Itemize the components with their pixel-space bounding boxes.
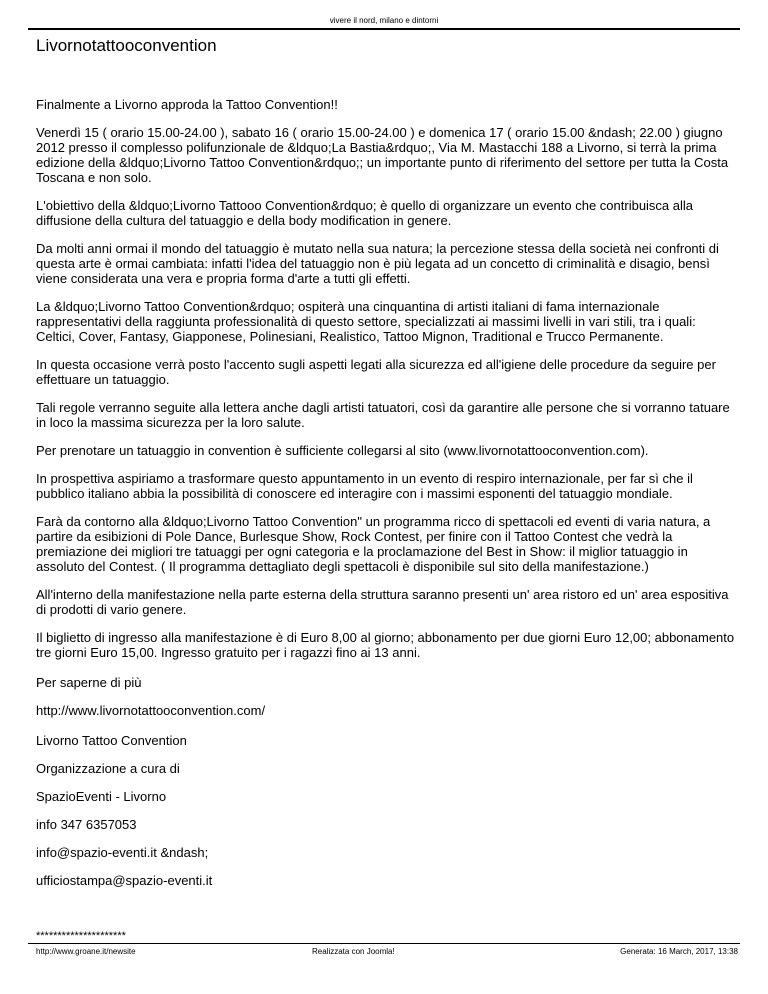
article-title: Livornotattooconvention xyxy=(36,36,217,55)
header-divider xyxy=(28,28,740,30)
paragraph-vision: In prospettiva aspiriamo a trasformare questo appuntamento in un evento di respiro internazionale, per far sì che il pubblico italiano abbia la possibilità di conoscere ed interagire con i massimi esponenti del tatuaggio mondiale. xyxy=(36,471,693,501)
contact-email-info[interactable]: info@spazio-eventi.it &ndash; xyxy=(36,845,209,860)
contact-organizer: SpazioEventi - Livorno xyxy=(36,789,167,804)
paragraph-intro: Finalmente a Livorno approda la Tattoo Convention!! xyxy=(36,97,338,112)
contact-phone: info 347 6357053 xyxy=(36,817,137,832)
paragraph-artists: La &ldquo;Livorno Tattoo Convention&rdquo; ospiterà una cinquantina di artisti italiani di fama internazionale rappresentativi della raggiunta professionalità di questo settore, specializzati ai massimi livelli in vari stili, tra i quali: Celtici, Cover, Fantasy, Giapponese, Polinesiani, Realistico, Tattoo Mignon, Traditional e Trucco Permanente. xyxy=(36,299,696,344)
footer-divider xyxy=(28,943,740,944)
more-info-label: Per saperne di più xyxy=(36,675,142,690)
footer-url[interactable]: http://www.groane.it/newsite xyxy=(36,947,136,956)
paragraph-safety: In questa occasione verrà posto l'accento sugli aspetti legati alla sicurezza ed all'igiene delle procedure da seguire per effettuare un tatuaggio. xyxy=(36,357,716,387)
site-header: vivere il nord, milano e dintorni xyxy=(329,16,439,25)
paragraph-tickets: Il biglietto di ingresso alla manifestazione è di Euro 8,00 al giorno; abbonamento per due giorni Euro 12,00; abbonamento tre giorni Euro 15,00. Ingresso gratuito per i ragazzi fino ai 13 anni. xyxy=(36,630,735,660)
paragraph-rules: Tali regole verranno seguite alla lettera anche dagli artisti tatuatori, così da garantire alle persone che si vorranno tatuare in loco la massima sicurezza per la loro salute. xyxy=(36,400,730,430)
paragraph-dates: Venerdì 15 ( orario 15.00-24.00 ), sabato 16 ( orario 15.00-24.00 ) e domenica 17 ( orario 15.00 &ndash; 22.00 ) giugno 2012 presso il complesso polifunzionale de &ldquo;La Bastia&rdquo;, Via M. Mastacchi 188 a Livorno, si terrà la prima edizione della &ldquo;Livorno Tattoo Convention&rdquo;; un importante punto di riferimento del settore per tutta la Costa Toscana e non solo. xyxy=(36,125,729,185)
paragraph-shows: Farà da contorno alla &ldquo;Livorno Tattoo Convention" un programma ricco di spettacoli ed eventi di varia natura, a partire da esibizioni di Pole Dance, Burlesque Show, Rock Contest, per finire con il Tattoo Contest che vedrà la premiazione dei migliori tre tatuaggi per ogni categoria e la proclamazione del Best in Show: il miglior tatuaggio in assoluto del Contest. ( Il programma dettagliato degli spettacoli è disponibile sul sito della manifestazione.) xyxy=(36,514,711,574)
paragraph-booking: Per prenotare un tatuaggio in convention è sufficiente collegarsi al sito (www.livornotattooconvention.com). xyxy=(36,443,649,458)
more-info-link[interactable]: http://www.livornotattooconvention.com/ xyxy=(36,703,266,718)
separator-stars: ********************* xyxy=(36,930,126,942)
footer-generated: Generata: 16 March, 2017, 13:38 xyxy=(620,947,738,956)
paragraph-history: Da molti anni ormai il mondo del tatuaggio è mutato nella sua natura; la percezione stessa della società nei confronti di questa arte è ormai cambiata: infatti l'idea del tatuaggio non è più legata ad un concetto di criminalità e disagio, bensì viene considerata una vera e propria forma d'arte a tutti gli effetti. xyxy=(36,241,719,286)
footer-credit: Realizzata con Joomla! xyxy=(312,947,395,956)
contact-email-press[interactable]: ufficiostampa@spazio-eventi.it xyxy=(36,873,213,888)
paragraph-goal: L'obiettivo della &ldquo;Livorno Tattooo Convention&rdquo; è quello di organizzare un evento che contribuisca alla diffusione della cultura del tatuaggio e della body modification in genere. xyxy=(36,198,694,228)
contact-event-name: Livorno Tattoo Convention xyxy=(36,733,187,748)
contact-organization-label: Organizzazione a cura di xyxy=(36,761,180,776)
paragraph-food-area: All'interno della manifestazione nella parte esterna della struttura saranno presenti un' area ristoro ed un' area espositiva di prodotti di vario genere. xyxy=(36,587,729,617)
article-body xyxy=(36,97,736,901)
